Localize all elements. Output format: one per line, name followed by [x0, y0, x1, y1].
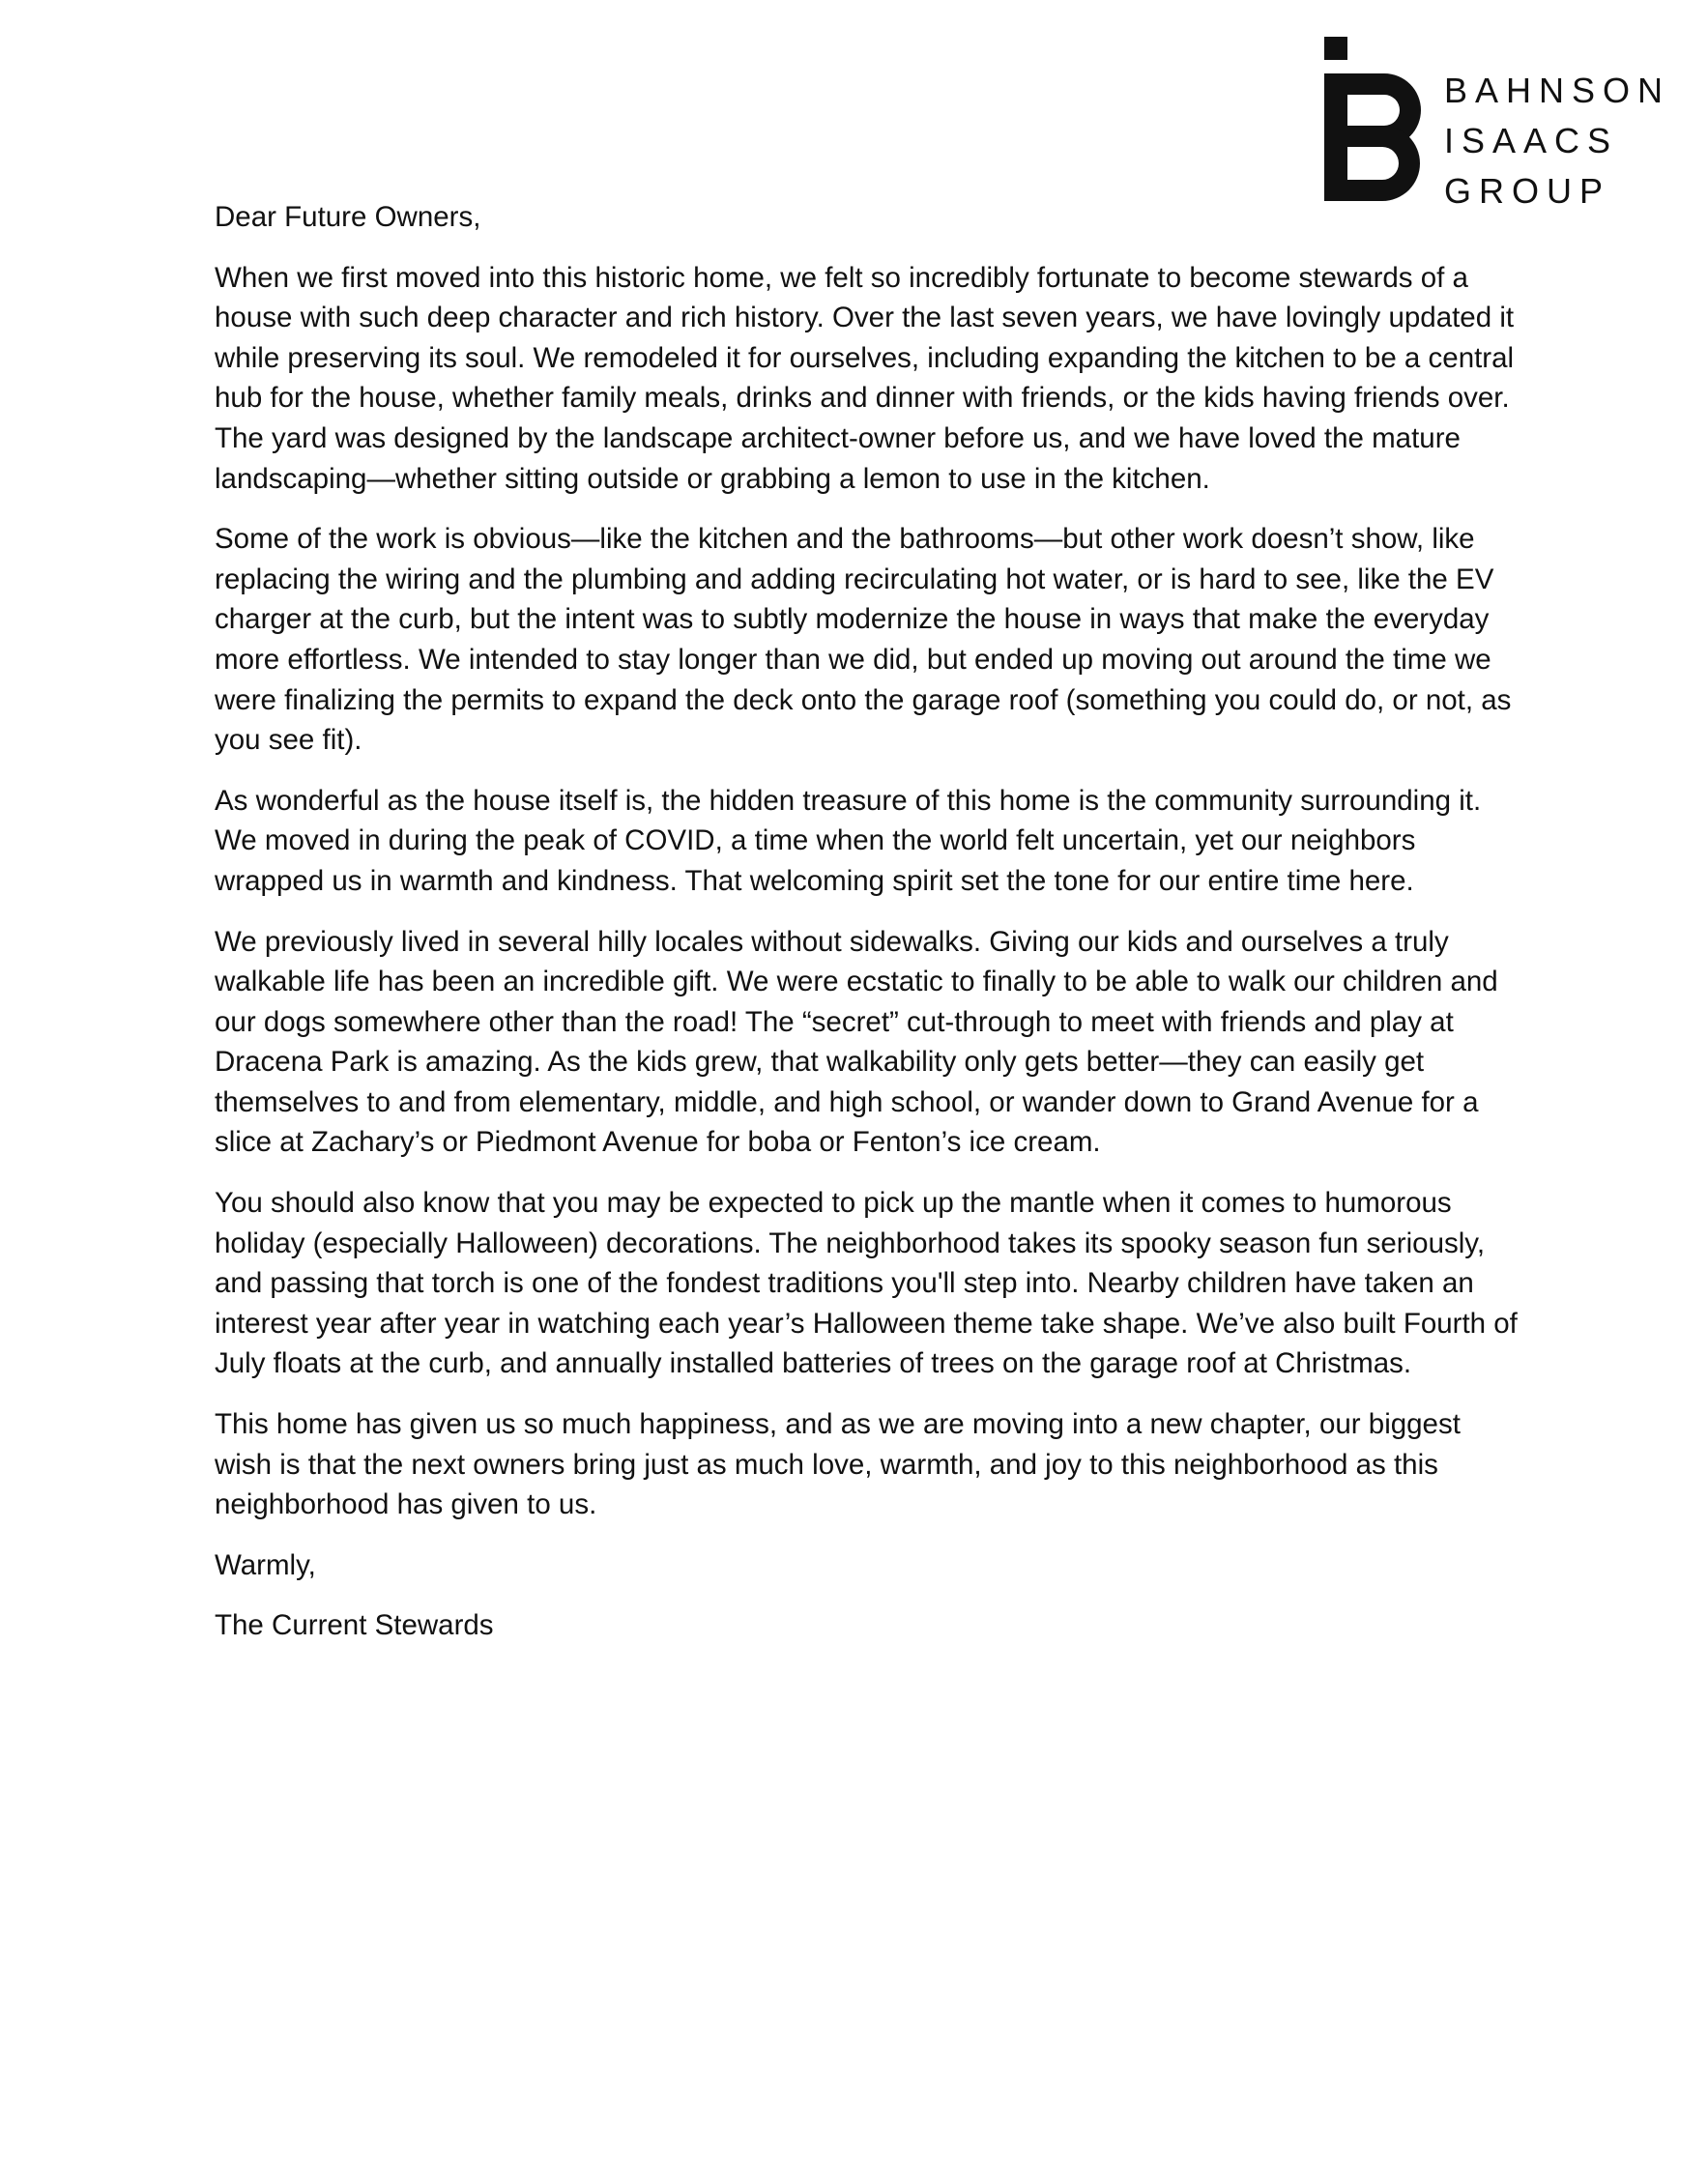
letter-salutation: Dear Future Owners,	[215, 201, 481, 233]
logo-wordmark	[1444, 66, 1670, 216]
logo-line-2: ISAACS	[1444, 121, 1619, 160]
letter-signature: The Current Stewards	[215, 1609, 494, 1642]
logo-line-1: BAHNSON	[1444, 71, 1671, 110]
letter-paragraph: When we first moved into this historic home, we felt so incredibly fortunate to become stewards of a house with such deep character and rich history. Over the last seven years, we have lovingly updated it while preserving its soul. We remodeled it for ourselves, including expanding the kitchen to be a central hub for the house, whether family meals, drinks and dinner with friends, or the kids having friends over. The yard was designed by the landscape architect-owner before us, and we have loved the mature landscaping—whether sitting outside or grabbing a lemon to use in the kitchen.	[215, 261, 1515, 495]
logo-mark-icon	[1324, 37, 1421, 201]
letter-paragraph: We previously lived in several hilly locales without sidewalks. Giving our kids and ourselves a truly walkable life has been an incredible gift. We were ecstatic to finally to be able to walk our children and our dogs somewhere other than the road! The “secret” cut-through to meet with friends and play at Dracena Park is amazing. As the kids grew, that walkability only gets better—they can easily get themselves to and from elementary, middle, and high school, or wander down to Grand Avenue for a slice at Zachary’s or Piedmont Avenue for boba or Fenton’s ice cream.	[215, 925, 1498, 1159]
company-logo	[1324, 37, 1671, 211]
letter-paragraph: This home has given us so much happiness, and as we are moving into a new chapter, our biggest wish is that the next owners bring just as much love, warmth, and joy to this neighborhood as this neighborhood has given to us.	[215, 1408, 1461, 1521]
letter-paragraph: You should also know that you may be expected to pick up the mantle when it comes to humorous holiday (especially Halloween) decorations. The neighborhood takes its spooky season fun seriously, and passing that torch is one of the fondest traditions you'll step into. Nearby children have taken an interest year after year in watching each year’s Halloween theme take shape. We’ve also built Fourth of July floats at the curb, and annually installed batteries of trees on the garage roof at Christmas.	[215, 1187, 1518, 1380]
logo-line-3: GROUP	[1444, 171, 1611, 211]
letter-body	[215, 197, 1520, 1666]
letter-paragraph: Some of the work is obvious—like the kitchen and the bathrooms—but other work doesn’t show, like replacing the wiring and the plumbing and adding recirculating hot water, or is hard to see, like the EV charger at the curb, but the intent was to subtly modernize the house in ways that make the everyday more effortless. We intended to stay longer than we did, but ended up moving out around the time we were finalizing the permits to expand the deck onto the garage roof (something you could do, or not, as you see fit).	[215, 523, 1512, 757]
letter-closing: Warmly,	[215, 1548, 316, 1581]
letter-paragraph: As wonderful as the house itself is, the hidden treasure of this home is the community surrounding it. We moved in during the peak of COVID, a time when the world felt uncertain, yet our neighbors wrapped us in warmth and kindness. That welcoming spirit set the tone for our entire time here.	[215, 784, 1482, 897]
